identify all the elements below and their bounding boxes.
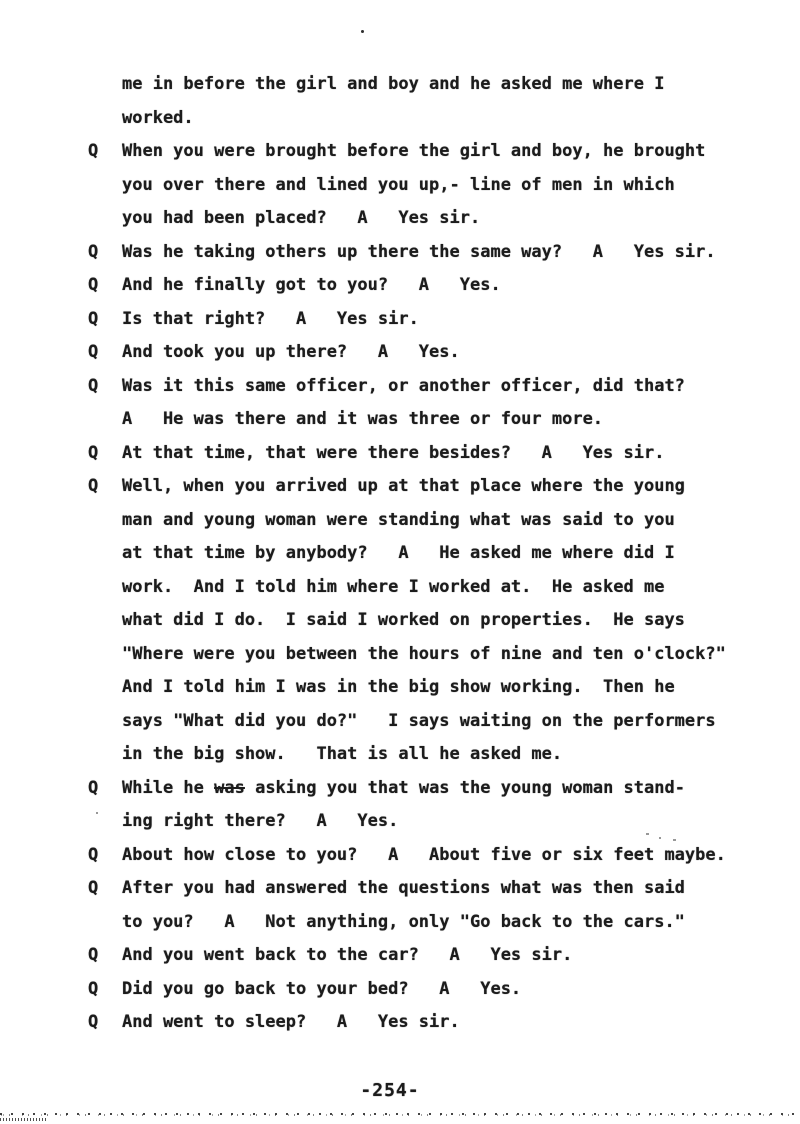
line-text: Is that right? A Yes sir.: [122, 308, 419, 329]
continuation-line: [88, 671, 800, 705]
continuation-line: [88, 805, 800, 839]
line-text: to you? A Not anything, only "Go back to the cars.": [122, 911, 685, 932]
question-marker: Q: [88, 342, 99, 362]
question-marker: [88, 638, 122, 672]
qa-question-line: [88, 872, 800, 906]
continuation-line: [88, 537, 800, 571]
line-text: "Where were you between the hours of nine and ten o'clock?": [122, 643, 726, 664]
line-text: in the big show. That is all he asked me.: [122, 744, 563, 764]
transcript-body: [88, 68, 800, 1040]
line-text: Was he taking others up there the same way? A Yes sir.: [122, 241, 716, 262]
line-text: And you went back to the car? A Yes sir.: [122, 945, 573, 965]
line-text: After you had answered the questions what was then said: [122, 878, 685, 898]
qa-question-line: [88, 973, 800, 1007]
question-marker: Q: [88, 844, 99, 865]
question-marker: Q: [88, 878, 99, 898]
line-text: About how close to you? A About five or six feet maybe.: [122, 844, 726, 865]
question-marker: [88, 68, 122, 102]
qa-question-line: [88, 437, 800, 471]
continuation-line: [88, 403, 800, 437]
line-text: you over there and lined you up,- line of men in which: [122, 174, 675, 195]
qa-question-line: [88, 236, 800, 270]
line-text: me in before the girl and boy and he asked me where I: [122, 74, 665, 94]
scan-speck: [96, 812, 98, 814]
qa-question-line: [88, 939, 800, 973]
page-number: -254-: [360, 1080, 420, 1101]
scan-artifact-dot: [361, 30, 364, 33]
qa-question-line: [88, 135, 800, 169]
question-marker: [88, 102, 122, 136]
question-marker: Q: [88, 476, 99, 496]
qa-question-line: [88, 303, 800, 337]
question-marker: Q: [88, 945, 99, 965]
qa-question-line: [88, 269, 800, 303]
line-text: Was it this same officer, or another officer, did that?: [122, 375, 685, 396]
line-text: worked.: [122, 107, 194, 128]
continuation-line: [88, 738, 800, 772]
question-marker: [88, 537, 122, 571]
question-marker: Q: [88, 308, 99, 329]
line-text: Did you go back to your bed? A Yes.: [122, 978, 522, 999]
qa-question-line: [88, 336, 800, 370]
question-marker: [88, 504, 122, 538]
scan-noise-line: [0, 1112, 800, 1116]
continuation-line: [88, 571, 800, 605]
continuation-line: [88, 169, 800, 203]
qa-question-line: [88, 1006, 800, 1040]
question-marker: Q: [88, 978, 99, 999]
scan-speck: [673, 839, 676, 841]
question-marker: Q: [88, 275, 99, 295]
continuation-line: [88, 102, 800, 136]
continuation-line: [88, 68, 800, 102]
line-text: what did I do. I said I worked on properties. He says: [122, 610, 685, 630]
scan-speck: [659, 837, 661, 839]
question-marker: Q: [88, 777, 99, 798]
question-marker: Q: [88, 241, 99, 262]
question-marker: [88, 671, 122, 705]
line-text: When you were brought before the girl and boy, he brought: [122, 141, 706, 161]
line-text: And he finally got to you? A Yes.: [122, 275, 501, 295]
question-marker: [88, 202, 122, 236]
line-text: man and young woman were standing what was said to you: [122, 509, 675, 530]
scan-speck: [646, 833, 649, 835]
continuation-line: [88, 705, 800, 739]
question-marker: Q: [88, 442, 99, 463]
qa-question-line: [88, 839, 800, 873]
line-text: ing right there? A Yes.: [122, 811, 399, 831]
continuation-line: [88, 638, 800, 672]
continuation-line: [88, 504, 800, 538]
line-text: And went to sleep? A Yes sir.: [122, 1012, 460, 1032]
question-marker: [88, 705, 122, 739]
line-text: And I told him I was in the big show working. Then he: [122, 677, 675, 697]
line-text: And took you up there? A Yes.: [122, 342, 460, 362]
continuation-line: [88, 202, 800, 236]
question-marker: [88, 805, 122, 839]
qa-question-line: [88, 772, 800, 806]
continuation-line: [88, 604, 800, 638]
question-marker: Q: [88, 375, 99, 396]
question-marker: [88, 571, 122, 605]
qa-question-line: [88, 470, 800, 504]
question-marker: [88, 169, 122, 203]
question-marker: [88, 906, 122, 940]
line-text: at that time by anybody? A He asked me where did I: [122, 543, 675, 563]
line-text: says "What did you do?" I says waiting on the performers: [122, 710, 716, 731]
question-marker: [88, 403, 122, 437]
line-text: you had been placed? A Yes sir.: [122, 208, 481, 228]
question-marker: Q: [88, 141, 99, 161]
line-text: A He was there and it was three or four more.: [122, 409, 604, 429]
line-text: While he was asking you that was the young woman stand-: [122, 777, 685, 798]
line-text: work. And I told him where I worked at. He asked me: [122, 576, 665, 597]
qa-question-line: [88, 370, 800, 404]
continuation-line: [88, 906, 800, 940]
question-marker: [88, 604, 122, 638]
line-text: Well, when you arrived up at that place where the young: [122, 476, 685, 496]
scan-noise-corner: [0, 1118, 46, 1121]
line-text: At that time, that were there besides? A Yes sir.: [122, 442, 665, 463]
question-marker: [88, 738, 122, 772]
struck-word: was: [214, 777, 245, 798]
question-marker: Q: [88, 1012, 99, 1032]
